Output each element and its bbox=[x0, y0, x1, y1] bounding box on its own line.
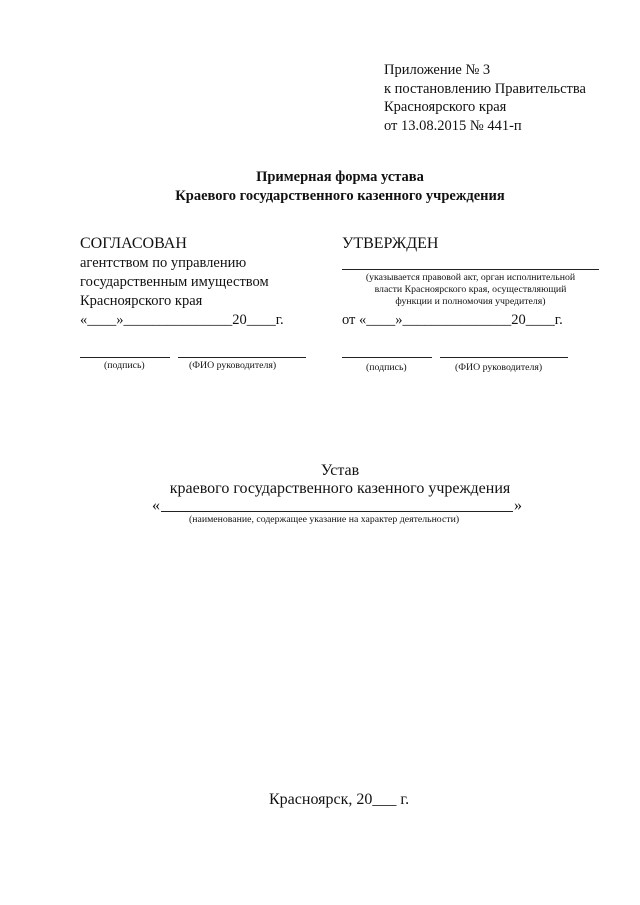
appendix-region: Красноярского края bbox=[384, 99, 507, 115]
approved-heading: УТВЕРЖДЕН bbox=[342, 235, 439, 252]
approved-note-line3: функции и полномочия учредителя) bbox=[395, 296, 546, 307]
approved-name-line bbox=[440, 357, 568, 358]
agreed-line3: Красноярского края bbox=[80, 293, 203, 309]
charter-subtitle: краевого государственного казенного учреждения bbox=[169, 480, 511, 497]
appendix-number: Приложение № 3 bbox=[384, 62, 491, 78]
charter-name-caption: (наименование, содержащее указание на характер деятельности) bbox=[189, 514, 460, 525]
approved-note-line2: власти Красноярского края, осуществляющий bbox=[374, 284, 567, 295]
approved-name-caption: (ФИО руководителя) bbox=[455, 362, 543, 373]
agreed-line1: агентством по управлению bbox=[80, 255, 247, 271]
approved-note-line1: (указывается правовой акт, орган исполнительной bbox=[365, 272, 576, 283]
form-title-line1: Примерная форма устава bbox=[256, 169, 424, 185]
charter-title: Устав bbox=[320, 462, 360, 479]
appendix-date: от 13.08.2015 № 441-п bbox=[384, 117, 522, 134]
charter-quote-open: « bbox=[152, 497, 160, 514]
approved-date: от «____»_______________20____г. bbox=[342, 312, 563, 328]
approved-note bbox=[342, 272, 599, 308]
agreed-signature-line bbox=[80, 357, 170, 358]
agreed-line2: государственным имуществом bbox=[80, 274, 269, 290]
approved-act-line bbox=[342, 269, 599, 270]
agreed-sign-caption: (подпись) bbox=[104, 360, 145, 371]
charter-name-line bbox=[161, 511, 513, 512]
appendix-resolution: к постановлению Правительства bbox=[384, 80, 586, 97]
agreed-name-caption: (ФИО руководителя) bbox=[189, 360, 277, 371]
form-title bbox=[0, 168, 640, 205]
approved-signature-line bbox=[342, 357, 432, 358]
place-year: Красноярск, 20___ г. bbox=[269, 791, 410, 808]
form-title-line2: Краевого государственного казенного учреждения bbox=[175, 187, 505, 204]
agreed-name-line bbox=[178, 357, 306, 358]
charter-quote-close: » bbox=[514, 497, 522, 514]
agreed-date: «____»_______________20____г. bbox=[80, 312, 284, 328]
approved-sign-caption: (подпись) bbox=[366, 362, 407, 373]
agreed-heading: СОГЛАСОВАН bbox=[80, 235, 187, 252]
